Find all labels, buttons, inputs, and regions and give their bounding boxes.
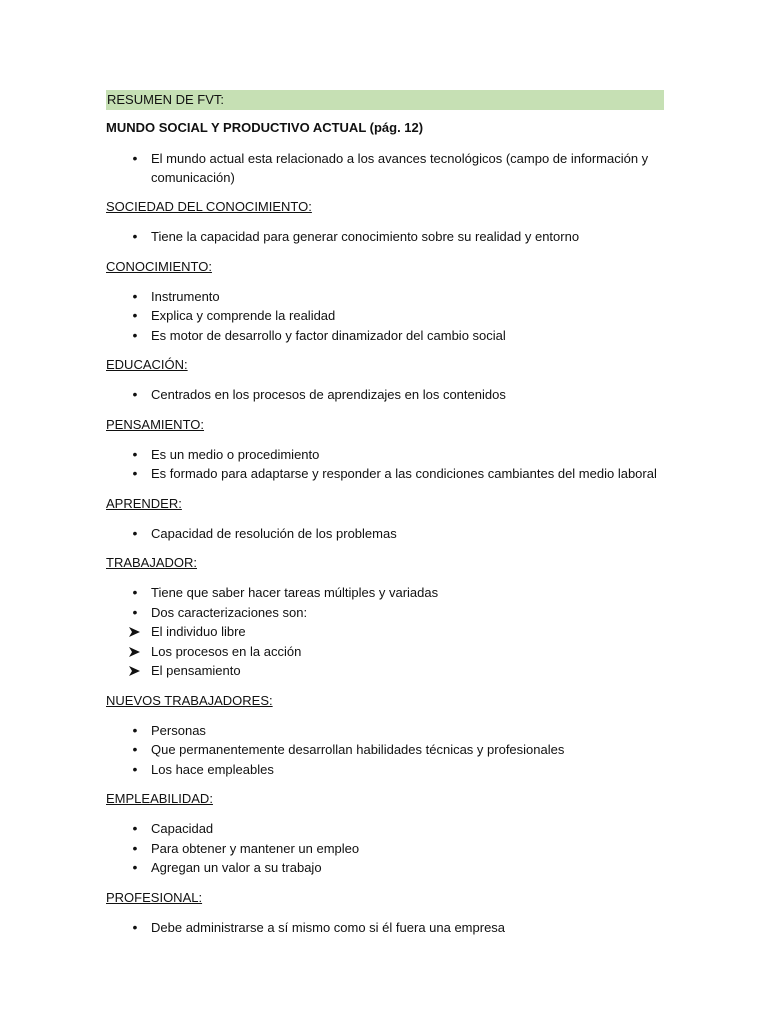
list-item [106, 740, 664, 760]
list-item-text: Tiene la capacidad para generar conocimiento sobre su realidad y entorno [151, 229, 580, 244]
list-item [106, 819, 664, 839]
document-page [106, 90, 664, 948]
list-item-text: El pensamiento [151, 663, 241, 678]
list-item [106, 603, 664, 623]
bullet-icon: • [132, 307, 138, 323]
list-item [106, 326, 664, 346]
bullet-icon: • [132, 741, 138, 757]
bullet-icon: • [132, 150, 138, 166]
list-item-text: Es motor de desarrollo y factor dinamizador del cambio social [151, 327, 506, 343]
list-item-text: Personas [151, 722, 206, 738]
section-heading: TRABAJADOR: [106, 555, 198, 570]
section-heading: EMPLEABILIDAD: [106, 791, 213, 806]
list-item [106, 661, 664, 681]
list-item [106, 524, 664, 544]
bullet-icon: • [132, 386, 138, 402]
list-item [106, 721, 664, 741]
list-item [106, 760, 664, 780]
list-item [106, 149, 664, 187]
section-list [106, 445, 664, 484]
section-heading: NUEVOS TRABAJADORES: [106, 692, 273, 708]
list-item-text: Es un medio o procedimiento [151, 446, 320, 462]
section-list [106, 583, 664, 681]
list-item [106, 918, 664, 938]
section-list [106, 385, 664, 405]
list-item-text: Capacidad de resolución de los problemas [151, 525, 397, 541]
bullet-icon: • [132, 760, 138, 777]
section-heading: PENSAMIENTO: [106, 416, 205, 432]
list-item [106, 445, 664, 465]
list-item [106, 583, 664, 603]
list-item-text: Capacidad [151, 821, 214, 836]
list-item-text: Debe administrarse a sí mismo como si él fuera una empresa [151, 919, 506, 935]
section-heading: PROFESIONAL: [106, 889, 203, 905]
section-list [106, 918, 664, 938]
list-item [106, 858, 664, 878]
bullet-icon: • [132, 287, 138, 304]
bullet-icon: • [132, 465, 138, 481]
bullet-icon: • [132, 918, 138, 935]
section-list [106, 524, 664, 544]
list-item-text: El mundo actual esta relacionado a los avances tecnológicos (campo de información y comunicación) [151, 151, 649, 185]
list-item [106, 642, 664, 662]
list-item [106, 306, 664, 326]
list-item [106, 464, 664, 484]
bullet-icon: • [132, 820, 138, 836]
bullet-icon: • [132, 228, 138, 244]
section-list [106, 721, 664, 780]
section-heading: APRENDER: [106, 495, 182, 511]
document-title: RESUMEN DE FVT: [106, 90, 664, 110]
section-heading: EDUCACIÓN: [106, 357, 188, 372]
bullet-icon: • [132, 584, 138, 600]
section-heading: SOCIEDAD DEL CONOCIMIENTO: [106, 199, 312, 214]
list-item-text: Tiene que saber hacer tareas múltiples y variadas [151, 585, 439, 600]
bullet-icon: • [132, 839, 138, 856]
list-item-text: Centrados en los procesos de aprendizajes en los contenidos [151, 387, 506, 402]
section-list [106, 149, 664, 187]
bullet-icon: • [132, 445, 138, 462]
list-item-text: Dos caracterizaciones son: [151, 604, 308, 620]
section-heading-main: MUNDO SOCIAL Y PRODUCTIVO ACTUAL (pág. 12) [106, 120, 424, 135]
list-item [106, 839, 664, 859]
list-item-text: Explica y comprende la realidad [151, 308, 336, 323]
list-item [106, 385, 664, 405]
list-item-text: Instrumento [151, 288, 220, 304]
section-list [106, 287, 664, 346]
list-item [106, 227, 664, 247]
sections-container [106, 119, 664, 937]
list-item [106, 287, 664, 307]
bullet-icon: • [132, 524, 138, 541]
list-item-text: Los hace empleables [151, 761, 274, 777]
list-item-text: Es formado para adaptarse y responder a las condiciones cambiantes del medio laboral [151, 466, 657, 481]
list-item-text: El individuo libre [151, 624, 246, 639]
section-list [106, 227, 664, 247]
bullet-icon: • [132, 859, 138, 875]
list-item-text: Los procesos en la acción [151, 643, 302, 659]
bullet-icon: • [132, 603, 138, 620]
bullet-icon: • [132, 326, 138, 343]
list-item-text: Que permanentemente desarrollan habilidades técnicas y profesionales [151, 742, 565, 757]
section-list [106, 819, 664, 878]
list-item-text: Para obtener y mantener un empleo [151, 840, 360, 856]
list-item-text: Agregan un valor a su trabajo [151, 860, 322, 875]
section-heading: CONOCIMIENTO: [106, 258, 212, 274]
list-item [106, 622, 664, 642]
bullet-icon: • [132, 721, 138, 738]
